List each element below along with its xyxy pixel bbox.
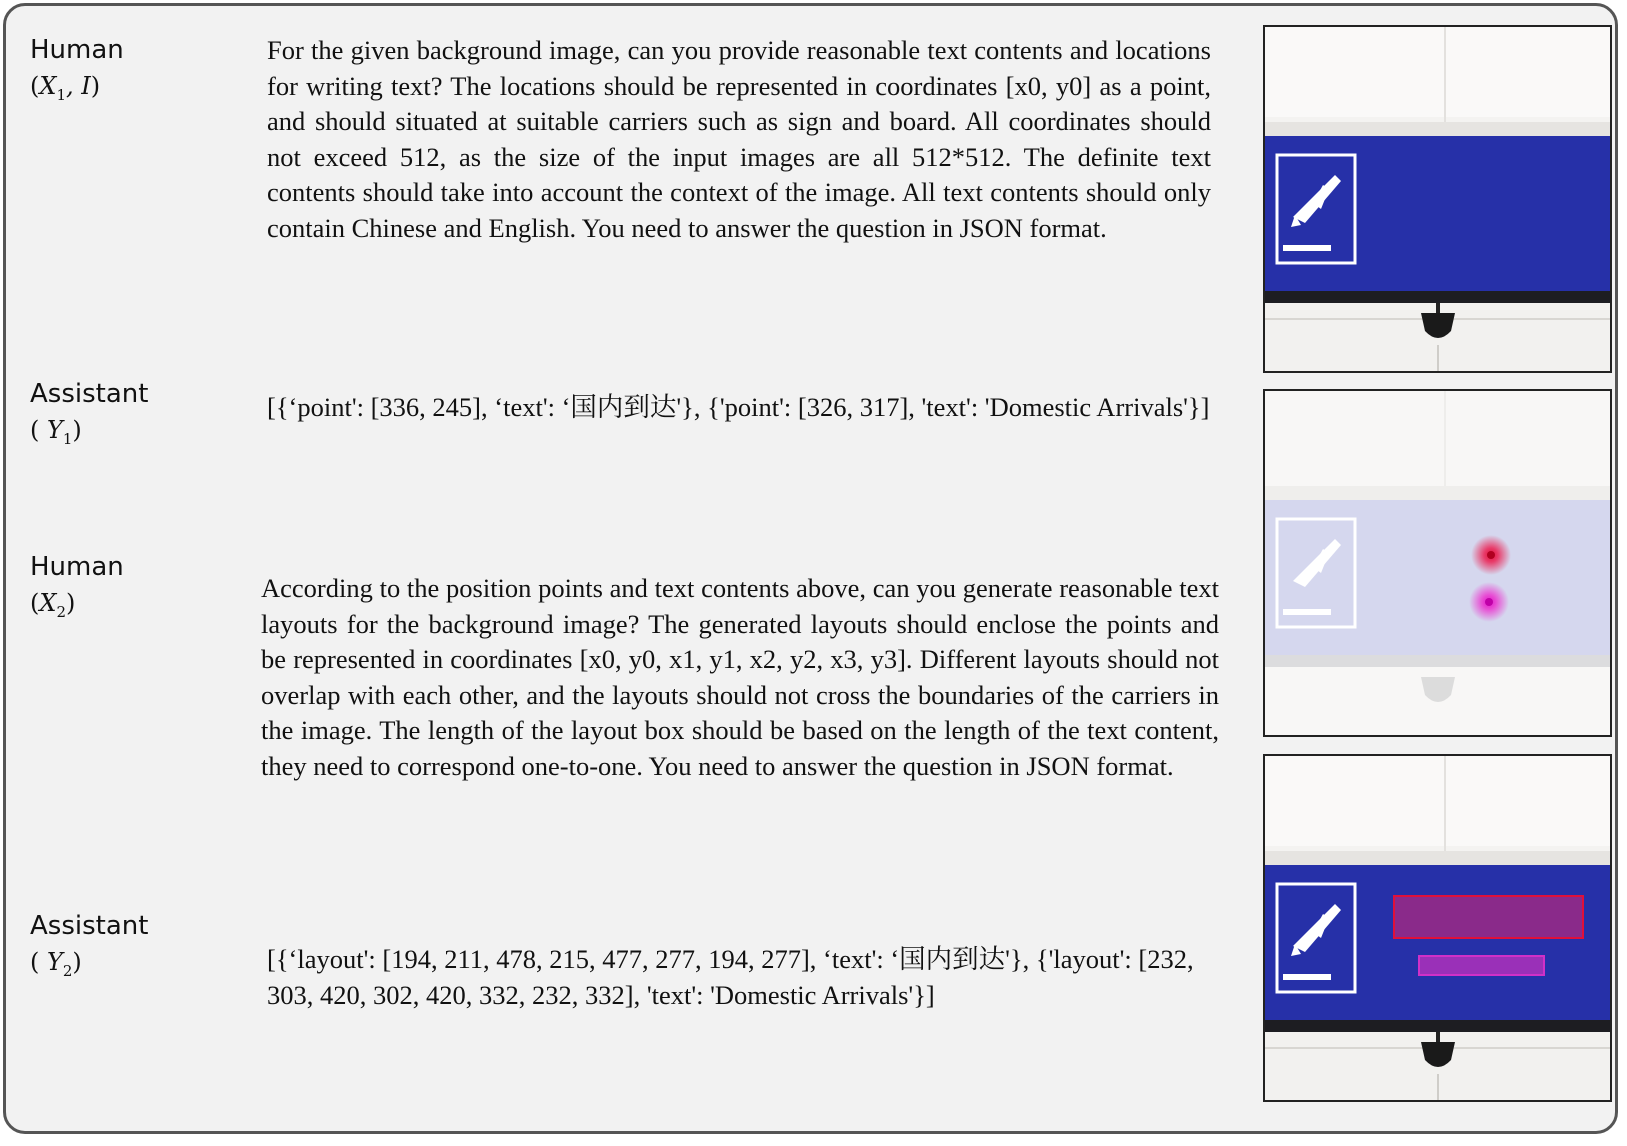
sign-board xyxy=(1265,865,1610,1020)
speaker-symbol: ($X_1$, I) xyxy=(30,72,101,104)
sign-board-faded xyxy=(1265,500,1610,655)
speaker-human-2 xyxy=(30,549,220,630)
layout-image xyxy=(1263,754,1612,1102)
speaker-symbol: $(X_2)$ xyxy=(30,589,76,621)
layout-box-1 xyxy=(1394,896,1583,938)
speaker-name: Human xyxy=(30,552,124,582)
airport-sign-with-layouts xyxy=(1265,756,1610,1100)
human-message-2: According to the position points and text contents above, can you generate reasonable text layouts for the background image? The generated layouts should enclose the points and be represented in coordinates [x0, y0, x1, y1, x2, y2, x3, y3]. Different layouts should not overlap with each other, and the layouts should not cross the boundaries of the carriers in the image. The length of the layout box should be based on the length of the text content, they need to correspond one-to-one. You need to answer the question in JSON format. xyxy=(261,573,1219,781)
speaker-assistant-1 xyxy=(30,376,220,457)
sign-board xyxy=(1265,136,1610,291)
background-image xyxy=(1263,25,1612,373)
speaker-symbol: ( $Y_2$) xyxy=(30,948,82,980)
figure-frame xyxy=(3,3,1618,1134)
assistant-message-2: [{‘layout': [194, 211, 478, 215, 477, 277, 194, 277], ‘text': ‘国内到达'}, {'layout': [232, 303, 420, 302, 420, 332, 232, 332], 'text': 'Domestic Arrivals'}] xyxy=(267,944,1194,1010)
points-image xyxy=(1263,389,1612,737)
speaker-name: Human xyxy=(30,35,124,65)
speaker-symbol: ( $Y_1$) xyxy=(30,416,82,448)
speaker-assistant-2 xyxy=(30,908,220,989)
airport-sign-with-points xyxy=(1265,391,1610,735)
airport-sign-photo xyxy=(1265,27,1610,371)
speaker-name: Assistant xyxy=(30,379,149,409)
assistant-message-1: [{‘point': [336, 245], ‘text': ‘国内到达'}, {'point': [326, 317], 'text': 'Domestic Arrivals'}] xyxy=(267,392,1210,422)
human-message-1: For the given background image, can you provide reasonable text contents and locations for writing text? The locations should be represented in coordinates [x0, y0] as a point, and should situated at suitable carriers such as sign and board. All coordinates should not exceed 512, as the size of the input images are all 512*512. The definite text contents should take into account the context of the image. All text contents should only contain Chinese and English. You need to answer the question in JSON format. xyxy=(267,35,1211,243)
speaker-name: Assistant xyxy=(30,911,149,941)
layout-box-2 xyxy=(1419,956,1544,975)
speaker-human-1 xyxy=(30,32,220,113)
